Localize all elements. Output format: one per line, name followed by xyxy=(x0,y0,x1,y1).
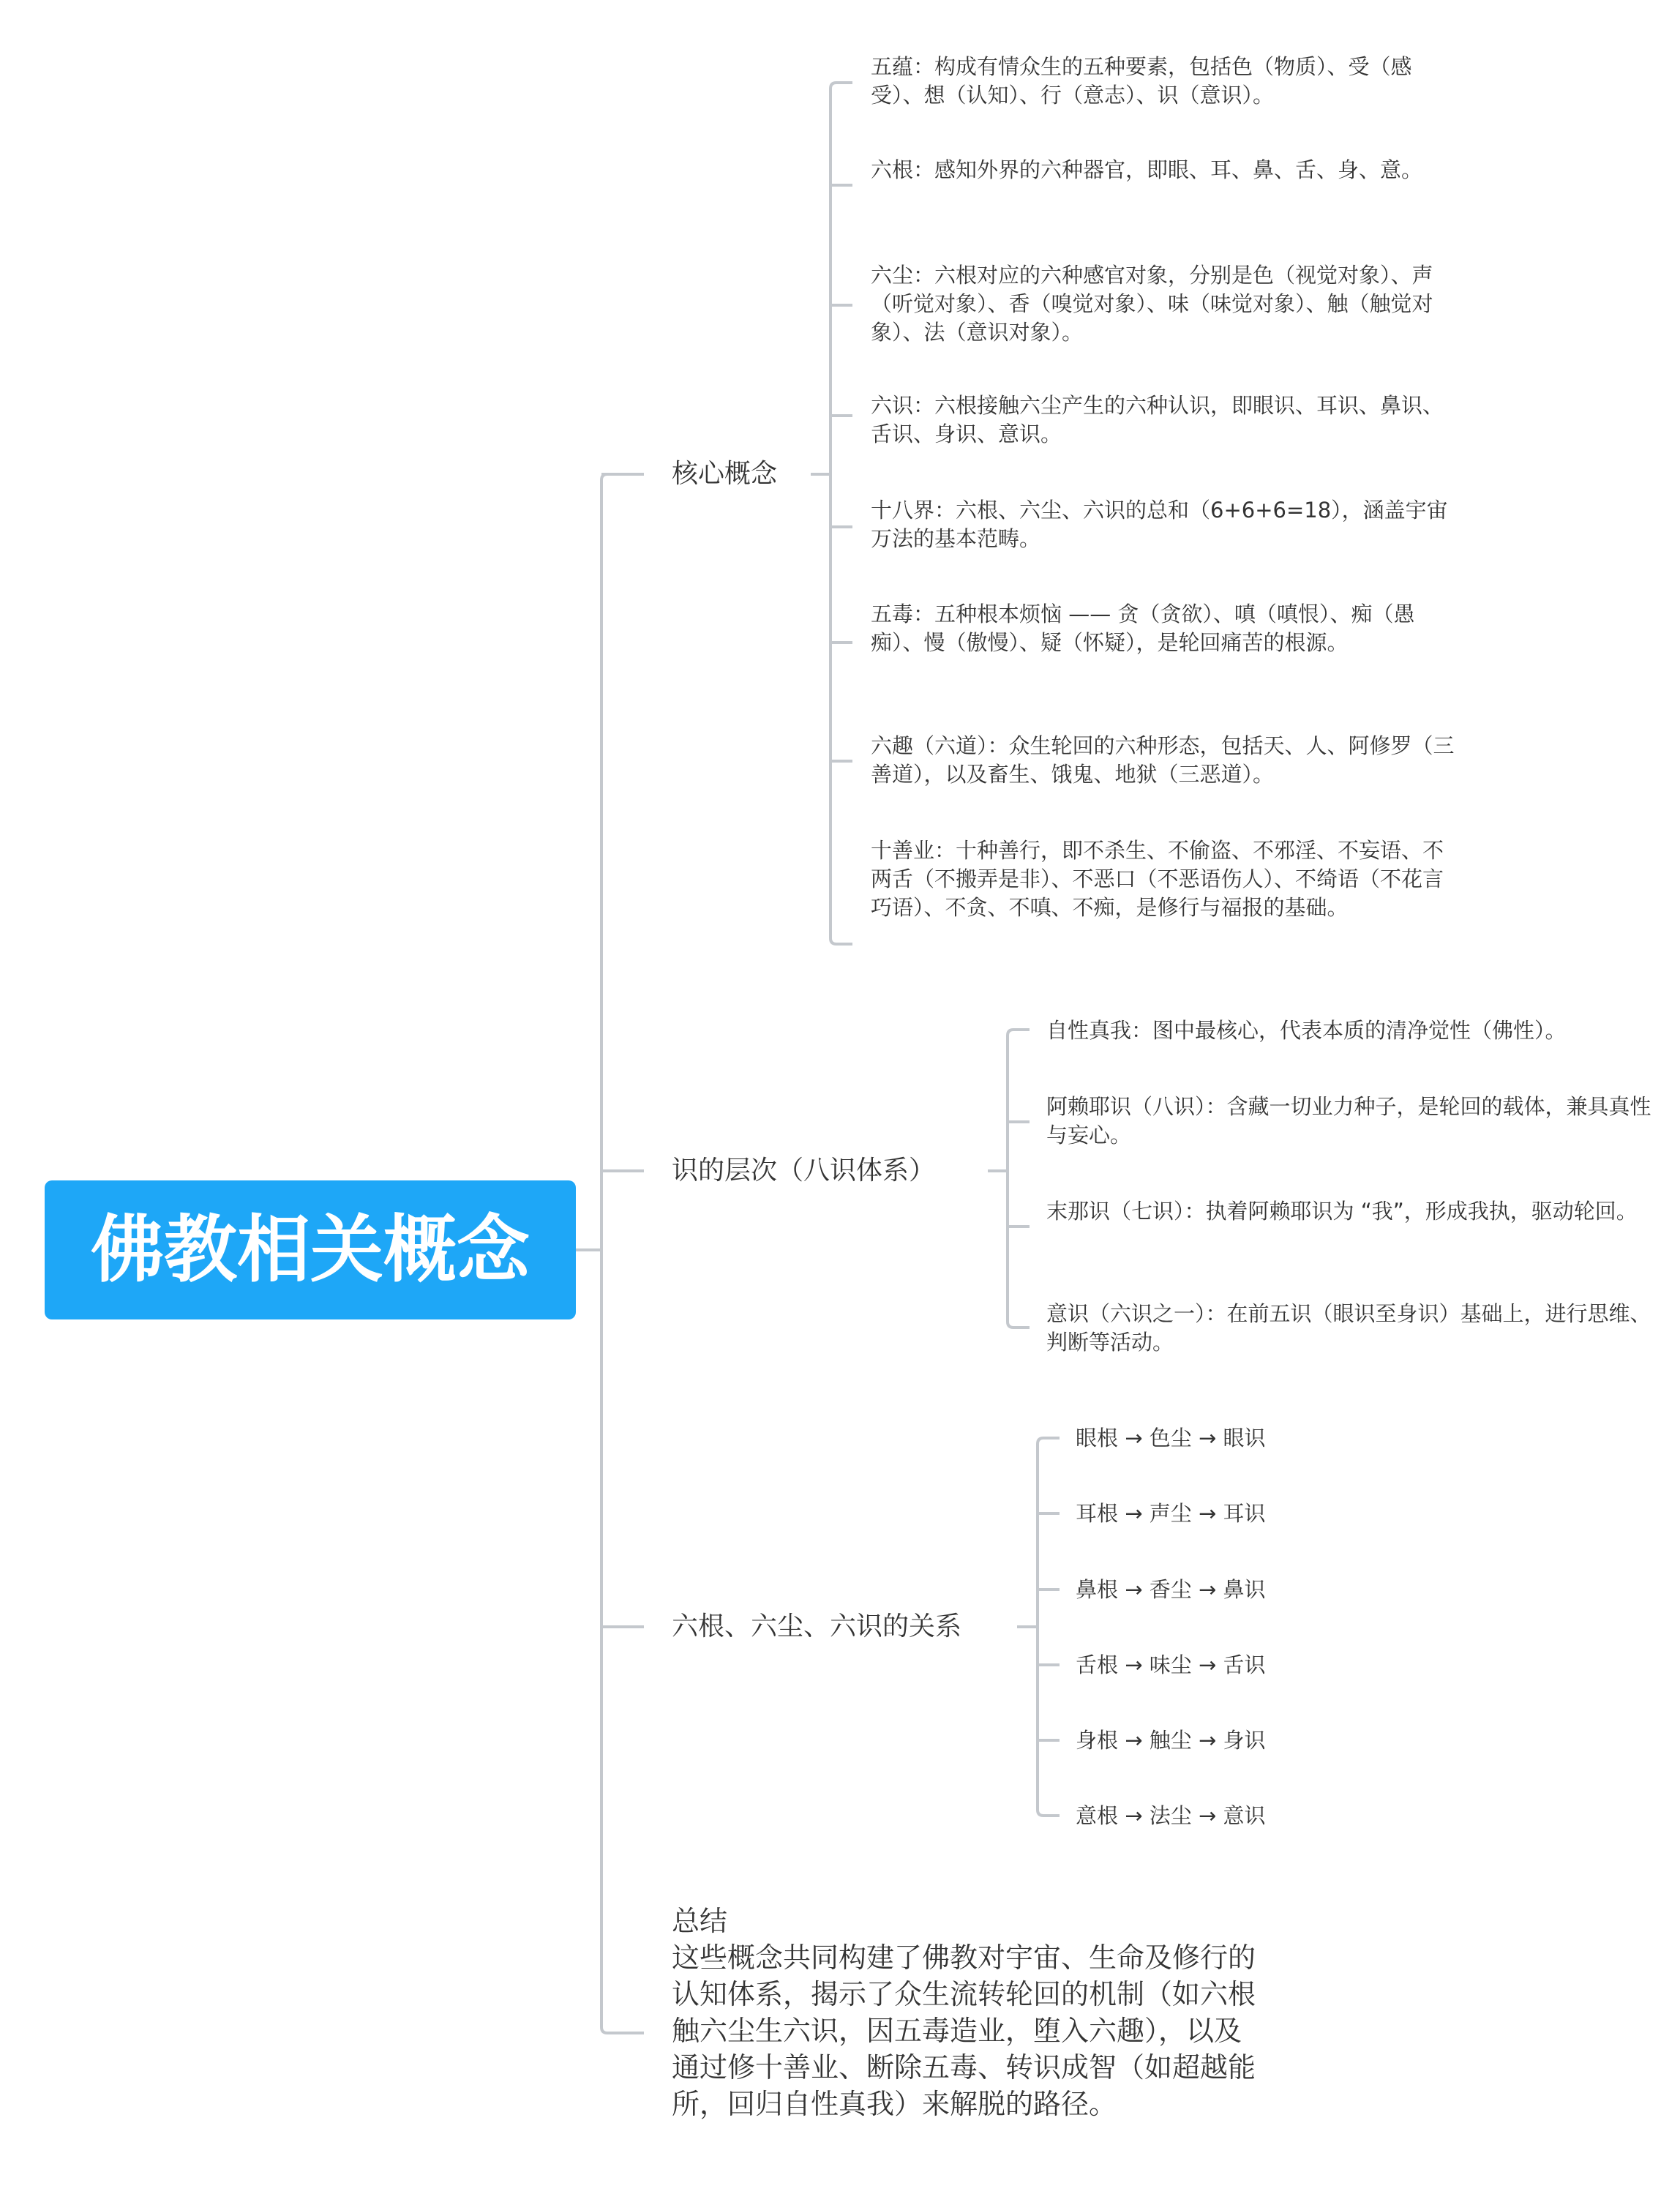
relation-ear[interactable]: 耳根 → 声尘 → 耳识 xyxy=(1076,1501,1266,1526)
relations-bracket xyxy=(1017,1438,1060,1816)
relation-tongue[interactable]: 舌根 → 味尘 → 舌识 xyxy=(1076,1652,1266,1677)
main-trunk xyxy=(601,474,644,2033)
relation-mind[interactable]: 意根 → 法尘 → 意识 xyxy=(1076,1803,1266,1828)
core-concept-wudu[interactable]: 五毒：五种根本烦恼 —— 贪（贪欲）、嗔（嗔恨）、痴（愚痴）、慢（傲慢）、疑（怀疑），是轮回痛苦的根源。 xyxy=(871,602,1415,655)
branch-root-dust-consciousness[interactable]: 六根、六尘、六识的关系 xyxy=(672,1611,962,1641)
branch-core-concepts[interactable]: 核心概念 xyxy=(672,459,778,489)
root-node[interactable]: 佛教相关概念 xyxy=(45,1180,576,1319)
level-alaiyeshi[interactable]: 阿赖耶识（八识）：含藏一切业力种子，是轮回的载体，兼具真性与妄心。 xyxy=(1046,1094,1651,1147)
relation-nose[interactable]: 鼻根 → 香尘 → 鼻识 xyxy=(1076,1577,1266,1602)
summary-body: 这些概念共同构建了佛教对宇宙、生命及修行的认知体系，揭示了众生流转轮回的机制（如六根触六尘生六识，因五毒造业，堕入六趣），以及通过修十善业、断除五毒、转识成智（如超越能所，回归自性真我）来解脱的路径。 xyxy=(672,1942,1256,2120)
core-concept-wuyun[interactable]: 五蕴：构成有情众生的五种要素，包括色（物质）、受（感受）、想（认知）、行（意志）、识（意识）。 xyxy=(871,54,1412,108)
core-concept-liugen[interactable]: 六根：感知外界的六种器官，即眼、耳、鼻、舌、身、意。 xyxy=(871,157,1423,182)
level-monashi[interactable]: 末那识（七识）：执着阿赖耶识为 “我”，形成我执，驱动轮回。 xyxy=(1046,1199,1638,1224)
levels-bracket xyxy=(988,1030,1030,1328)
core-concept-liushi[interactable]: 六识：六根接触六尘产生的六种认识，即眼识、耳识、鼻识、舌识、身识、意识。 xyxy=(871,393,1444,446)
level-zixing-zhenwo[interactable]: 自性真我：图中最核心，代表本质的清净觉性（佛性）。 xyxy=(1046,1018,1567,1043)
core-concept-liuchen[interactable]: 六尘：六根对应的六种感官对象，分别是色（视觉对象）、声（听觉对象）、香（嗅觉对象）、味（味觉对象）、触（触觉对象）、法（意识对象）。 xyxy=(871,263,1433,345)
summary-title: 总结 xyxy=(672,1905,728,1937)
core-bracket xyxy=(811,83,852,944)
core-concept-shishanye[interactable]: 十善业：十种善行，即不杀生、不偷盗、不邪淫、不妄语、不两舌（不搬弄是非）、不恶口（不恶语伤人）、不绮语（不花言巧语）、不贪、不嗔、不痴，是修行与福报的基础。 xyxy=(871,838,1444,920)
relation-body[interactable]: 身根 → 触尘 → 身识 xyxy=(1076,1728,1266,1753)
core-concept-shibajie[interactable]: 十八界：六根、六尘、六识的总和（6+6+6=18），涵盖宇宙万法的基本范畴。 xyxy=(871,498,1448,551)
core-concept-liuqu[interactable]: 六趣（六道）：众生轮回的六种形态，包括天、人、阿修罗（三善道），以及畜生、饿鬼、地狱（三恶道）。 xyxy=(871,733,1455,787)
relation-eye[interactable]: 眼根 → 色尘 → 眼识 xyxy=(1076,1426,1266,1450)
summary-node[interactable] xyxy=(672,1903,1264,2122)
level-yishi[interactable]: 意识（六识之一）：在前五识（眼识至身识）基础上，进行思维、判断等活动。 xyxy=(1046,1301,1651,1355)
branch-consciousness-levels[interactable]: 识的层次（八识体系） xyxy=(672,1156,936,1186)
